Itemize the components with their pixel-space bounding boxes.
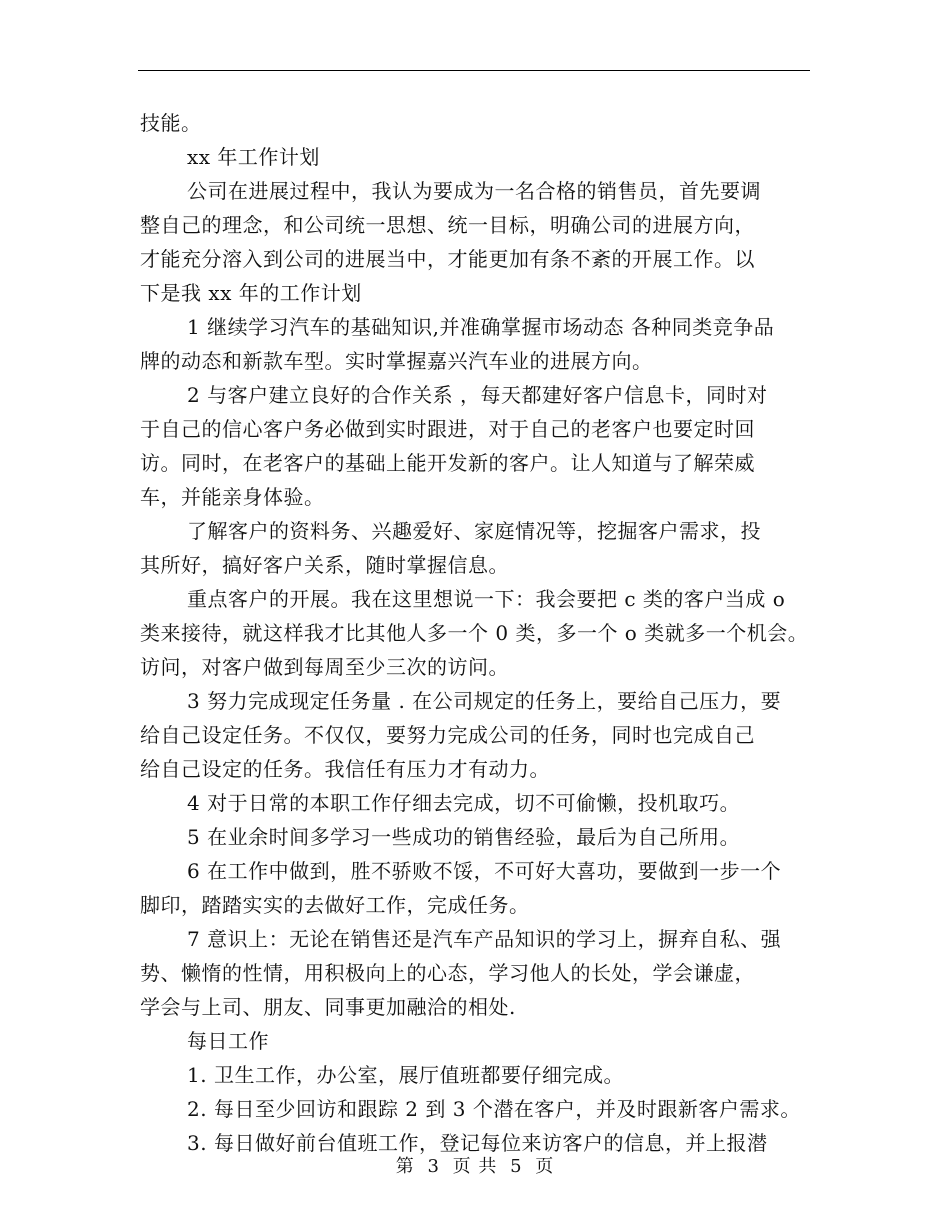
line-text: 2. 每日至少回访和跟踪 2 到 3 个潜在客户，并及时跟新客户需求。 [187,1097,801,1121]
line-text: 车，并能亲身体验。 [140,485,325,509]
line-text: 技能。 [140,111,202,135]
header-rule [138,70,810,71]
text-line [140,514,830,548]
text-line [140,310,830,344]
text-line [140,412,830,446]
line-text: 才能充分溶入到公司的进展当中，才能更加有条不紊的开展工作。以 [140,247,755,271]
text-line [140,650,830,684]
text-line [140,106,830,140]
text-line [140,1092,830,1126]
text-line [140,582,830,616]
line-text: 1. 卫生工作，办公室，展厅值班都要仔细完成。 [187,1063,624,1087]
text-line [140,888,830,922]
line-text: 重点客户的开展。我在这里想说一下：我会要把 c 类的客户当成 o [187,587,786,611]
line-text: 每日工作 [187,1029,269,1053]
line-text: 类来接待，就这样我才比其他人多一个 0 类，多一个 o 类就多一个机会。 [140,621,809,645]
line-text: 整自己的理念，和公司统一思想、统一目标，明确公司的进展方向， [140,213,755,237]
line-text: 6 在工作中做到，胜不骄败不馁，不可好大喜功，要做到一步一个 [187,859,782,883]
text-line [140,718,830,752]
text-line [140,208,830,242]
text-line [140,786,830,820]
text-line [140,276,830,310]
text-line [140,854,830,888]
line-text: 7 意识上：无论在销售还是汽车产品知识的学习上，摒弃自私、强 [187,927,782,951]
text-line [140,548,830,582]
line-text: 5 在业余时间多学习一些成功的销售经验，最后为自己所用。 [187,825,741,849]
text-line [140,378,830,412]
line-text: 4 对于日常的本职工作仔细去完成，切不可偷懒，投机取巧。 [187,791,741,815]
line-text: 牌的动态和新款车型。实时掌握嘉兴汽车业的进展方向。 [140,349,653,373]
text-line [140,140,830,174]
footer-prefix: 第 [395,1156,415,1177]
footer-suffix: 页 [535,1156,555,1177]
line-text: 了解客户的资料务、兴趣爱好、家庭情况等，挖掘客户需求，投 [187,519,761,543]
line-text: 1 继续学习汽车的基础知识,并准确掌握市场动态 各种同类竞争品 [187,315,775,339]
line-text: 3. 每日做好前台值班工作，登记每位来访客户的信息，并上报潜 [187,1131,768,1155]
line-text: 公司在进展过程中，我认为要成为一名合格的销售员，首先要调 [187,179,761,203]
text-line [140,684,830,718]
line-text: 访。同时，在老客户的基础上能开发新的客户。让人知道与了解荣威 [140,451,755,475]
text-line [140,1024,830,1058]
current-page-number: 3 [427,1156,440,1177]
line-text: 脚印，踏踏实实的去做好工作，完成任务。 [140,893,530,917]
line-text: 于自己的信心客户务必做到实时跟进，对于自己的老客户也要定时回 [140,417,755,441]
line-text: 访问，对客户做到每周至少三次的访问。 [140,655,509,679]
text-line [140,956,830,990]
text-line [140,446,830,480]
text-line [140,990,830,1024]
text-line [140,344,830,378]
text-line [140,922,830,956]
page-footer [0,1155,950,1179]
line-text: 势、懒惰的性情，用积极向上的心态，学习他人的长处，学会谦虚， [140,961,755,985]
line-text: xx 年工作计划 [187,145,320,169]
line-text: 2 与客户建立良好的合作关系 ，每天都建好客户信息卡，同时对 [187,383,768,407]
line-text: 其所好，搞好客户关系，随时掌握信息。 [140,553,509,577]
line-text: 3 努力完成现定任务量 . 在公司规定的任务上，要给自己压力，要 [187,689,782,713]
text-line [140,820,830,854]
line-text: 学会与上司、朋友、同事更加融洽的相处. [140,995,516,1019]
text-line [140,174,830,208]
document-body [140,106,830,1160]
line-text: 给自己设定任务。不仅仅，要努力完成公司的任务，同时也完成自己 [140,723,755,747]
text-line [140,616,830,650]
footer-mid: 页 共 [452,1156,498,1177]
text-line [140,242,830,276]
text-line [140,480,830,514]
line-text: 下是我 xx 年的工作计划 [140,281,362,305]
text-line [140,752,830,786]
text-line [140,1058,830,1092]
line-text: 给自己设定的任务。我信任有压力才有动力。 [140,757,550,781]
total-pages-number: 5 [510,1156,523,1177]
